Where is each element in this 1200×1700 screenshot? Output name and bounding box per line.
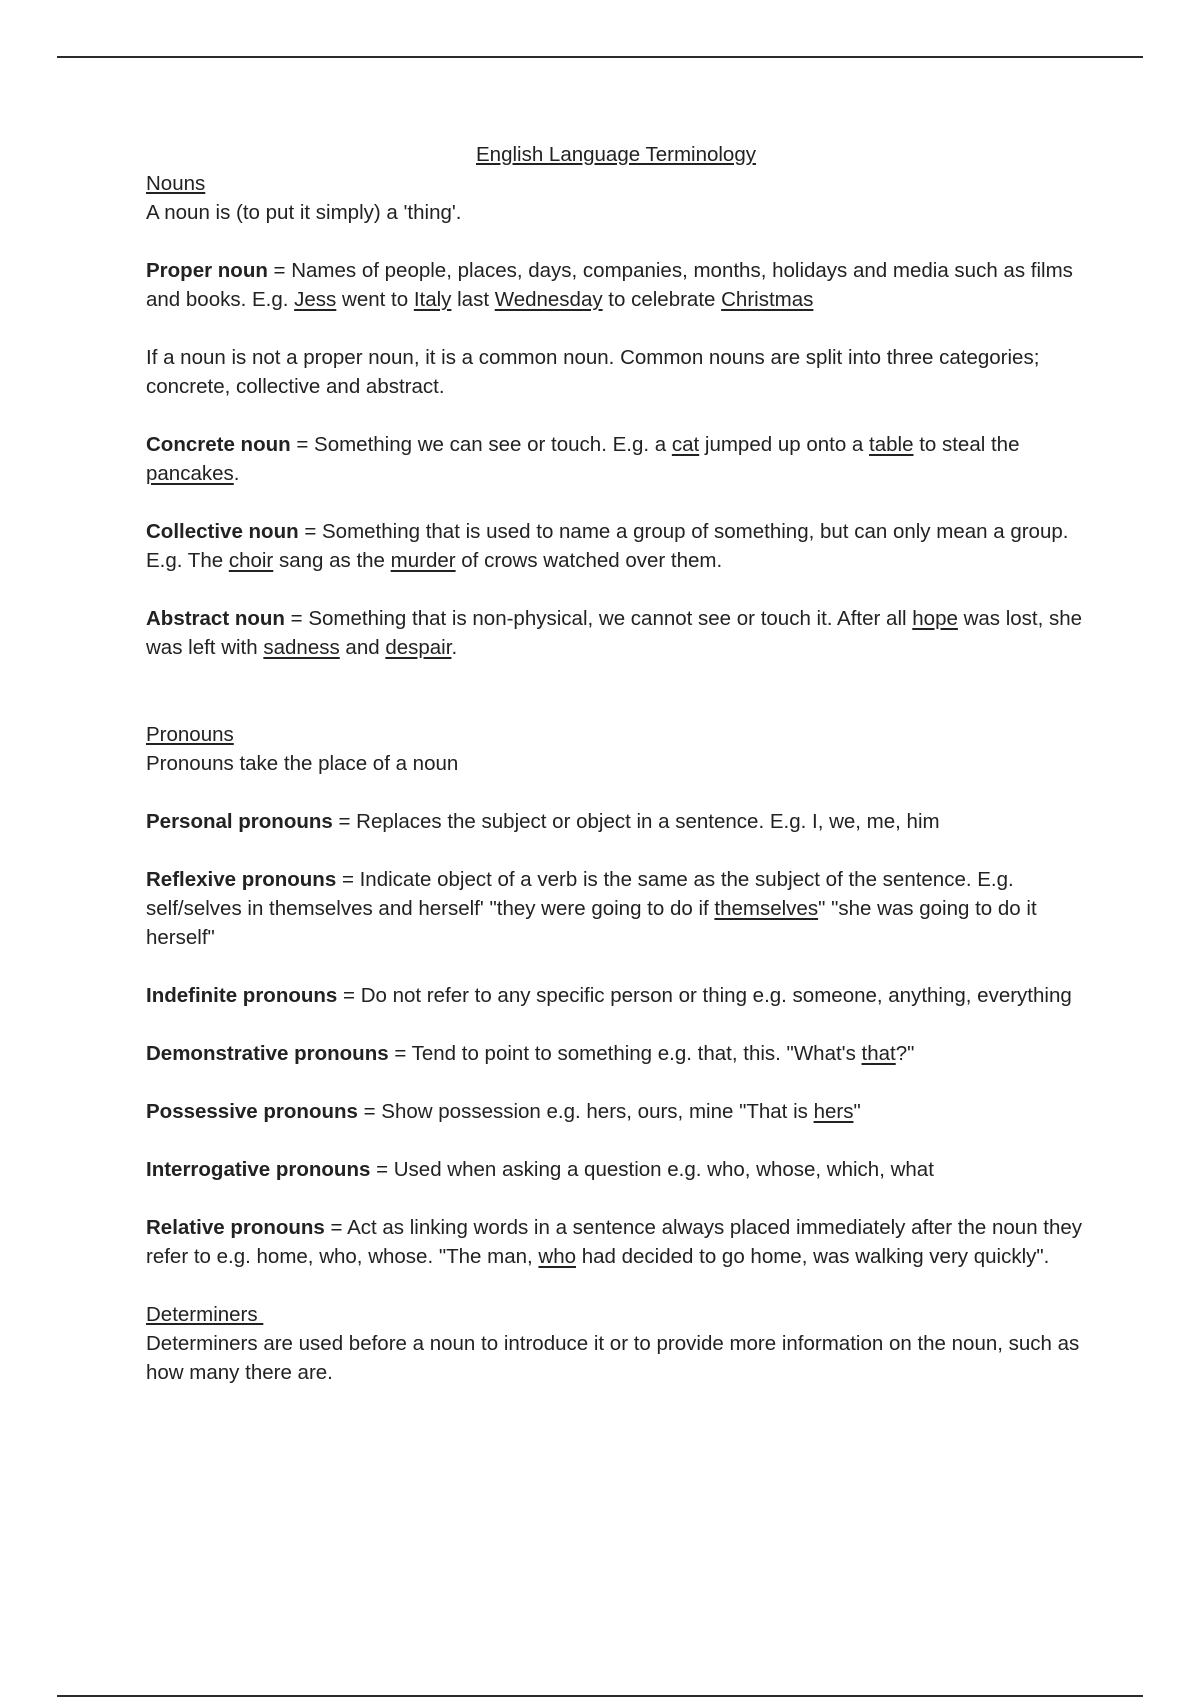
document-title: English Language Terminology — [476, 143, 756, 166]
example-word: Christmas — [721, 288, 814, 311]
definition-text: = Something we can see or touch. E.g. a — [290, 433, 672, 456]
example-word: who — [538, 1245, 577, 1268]
term-relative-pronouns: Relative pronouns — [146, 1216, 325, 1239]
bottom-rule — [57, 1695, 1143, 1697]
example-text: went to — [336, 288, 414, 311]
common-noun-intro: If a noun is not a proper noun, it is a common noun. Common nouns are split into three categories; concrete, collective and abstract. — [146, 346, 1040, 398]
pronouns-intro: Pronouns take the place of a noun — [146, 752, 459, 775]
definition-text: = Names of people, places, days, companies, months, holidays and media such as films and books. E.g. — [146, 259, 1073, 311]
example-text: ?" — [895, 1042, 915, 1065]
determiners-heading-text: Determiners — [146, 1303, 264, 1326]
definition-text: = Used when asking a question e.g. who, whose, which, what — [370, 1158, 934, 1181]
example-text: to steal the — [913, 433, 1020, 456]
nouns-heading: Nouns — [146, 172, 206, 195]
interrogative-pronouns-entry — [146, 1155, 1086, 1184]
definition-text: = Something that is used to name a group of something, but can only mean a group. E.g. The — [146, 520, 1069, 572]
proper-noun-entry — [146, 256, 1086, 314]
example-text: was lost, she was left with — [146, 607, 1083, 659]
example-text: had decided to go home, was walking very quickly". — [576, 1245, 1050, 1268]
example-word: Italy — [413, 288, 452, 311]
example-text: jumped up onto a — [699, 433, 870, 456]
definition-text: = Something that is non-physical, we cannot see or touch it. After all — [284, 607, 913, 630]
pronouns-heading: Pronouns — [146, 723, 234, 746]
example-text: of crows watched over them. — [455, 549, 723, 572]
term-reflexive-pronouns: Reflexive pronouns — [146, 868, 337, 891]
term-interrogative-pronouns: Interrogative pronouns — [146, 1158, 371, 1181]
definition-text: = Show possession e.g. hers, ours, mine "That is — [357, 1100, 814, 1123]
nouns-intro: A noun is (to put it simply) a 'thing'. — [146, 201, 462, 224]
example-text: " — [853, 1100, 861, 1123]
term-proper-noun: Proper noun — [146, 259, 268, 282]
collective-noun-entry — [146, 517, 1086, 575]
concrete-noun-entry — [146, 430, 1086, 488]
definition-text: = Act as linking words in a sentence always placed immediately after the noun they refer to e.g. home, who, whose. "The man, — [146, 1216, 1083, 1268]
term-indefinite-pronouns: Indefinite pronouns — [146, 984, 338, 1007]
definition-text: = Do not refer to any specific person or thing e.g. someone, anything, everything — [337, 984, 1072, 1007]
document-body — [146, 140, 1086, 1387]
term-personal-pronouns: Personal pronouns — [146, 810, 333, 833]
possessive-pronouns-entry — [146, 1097, 1086, 1126]
example-word: despair — [385, 636, 452, 659]
demonstrative-pronouns-entry — [146, 1039, 1086, 1068]
example-word: themselves — [714, 897, 819, 920]
example-text: and — [339, 636, 386, 659]
example-text: . — [233, 462, 240, 485]
example-word: that — [861, 1042, 896, 1065]
indefinite-pronouns-entry — [146, 981, 1086, 1010]
reflexive-pronouns-entry — [146, 865, 1086, 952]
definition-text: = Tend to point to something e.g. that, this. "What's — [388, 1042, 862, 1065]
example-word: murder — [390, 549, 456, 572]
example-word: Jess — [294, 288, 337, 311]
example-text: " "she was going to do it herself" — [146, 897, 1037, 949]
example-text: to celebrate — [602, 288, 722, 311]
example-word: cat — [671, 433, 700, 456]
example-text: last — [451, 288, 495, 311]
abstract-noun-entry — [146, 604, 1086, 662]
example-text: . — [451, 636, 458, 659]
relative-pronouns-entry — [146, 1213, 1086, 1271]
example-text: sang as the — [273, 549, 391, 572]
example-word: choir — [228, 549, 274, 572]
definition-text: = Indicate object of a verb is the same as the subject of the sentence. E.g. self/selves in themselves and herself' "they were going to do if — [146, 868, 1014, 920]
term-collective-noun: Collective noun — [146, 520, 299, 543]
term-abstract-noun: Abstract noun — [146, 607, 285, 630]
top-rule — [57, 56, 1143, 58]
example-word: sadness — [263, 636, 340, 659]
personal-pronouns-entry — [146, 807, 1086, 836]
example-word: hers — [813, 1100, 854, 1123]
determiners-intro: Determiners are used before a noun to introduce it or to provide more information on the noun, such as how many there are. — [146, 1332, 1080, 1384]
term-demonstrative-pronouns: Demonstrative pronouns — [146, 1042, 389, 1065]
example-word: table — [869, 433, 914, 456]
example-word: Wednesday — [494, 288, 603, 311]
term-possessive-pronouns: Possessive pronouns — [146, 1100, 358, 1123]
definition-text: = Replaces the subject or object in a sentence. E.g. I, we, me, him — [332, 810, 940, 833]
example-word: hope — [912, 607, 958, 630]
example-word: pancakes — [146, 462, 234, 485]
determiners-heading — [146, 1300, 1086, 1329]
term-concrete-noun: Concrete noun — [146, 433, 291, 456]
